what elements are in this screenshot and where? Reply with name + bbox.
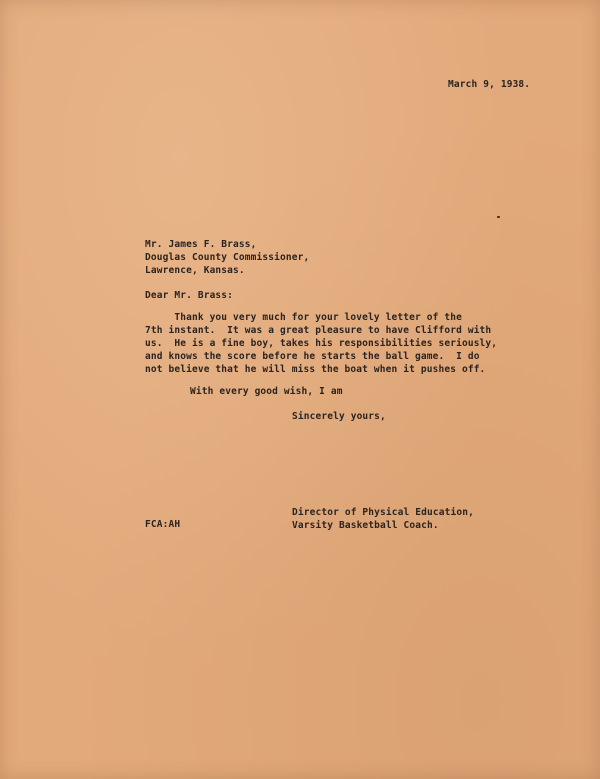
- paper-speck: [497, 216, 500, 218]
- complimentary-close: Sincerely yours,: [292, 411, 386, 422]
- signature-title-line: Director of Physical Education,: [292, 507, 474, 518]
- recipient-name: Mr. James F. Brass,: [145, 239, 257, 250]
- reference-initials: FCA:AH: [145, 519, 181, 530]
- good-wish-line: With every good wish, I am: [190, 386, 343, 397]
- recipient-title: Douglas County Commissioner,: [145, 252, 310, 263]
- body-line: 7th instant. It was a great pleasure to have Clifford with: [145, 325, 492, 336]
- letter-date: March 9, 1938.: [448, 79, 531, 90]
- body-line: not believe that he will miss the boat when it pushes off.: [145, 364, 486, 375]
- recipient-location: Lawrence, Kansas.: [145, 265, 245, 276]
- signature-title-line: Varsity Basketball Coach.: [292, 520, 439, 531]
- body-line: Thank you very much for your lovely letter of the: [145, 312, 462, 323]
- salutation: Dear Mr. Brass:: [145, 290, 234, 301]
- body-line: us. He is a fine boy, takes his responsibilities seriously,: [145, 338, 498, 349]
- body-line: and knows the score before he starts the ball game. I do: [145, 351, 480, 362]
